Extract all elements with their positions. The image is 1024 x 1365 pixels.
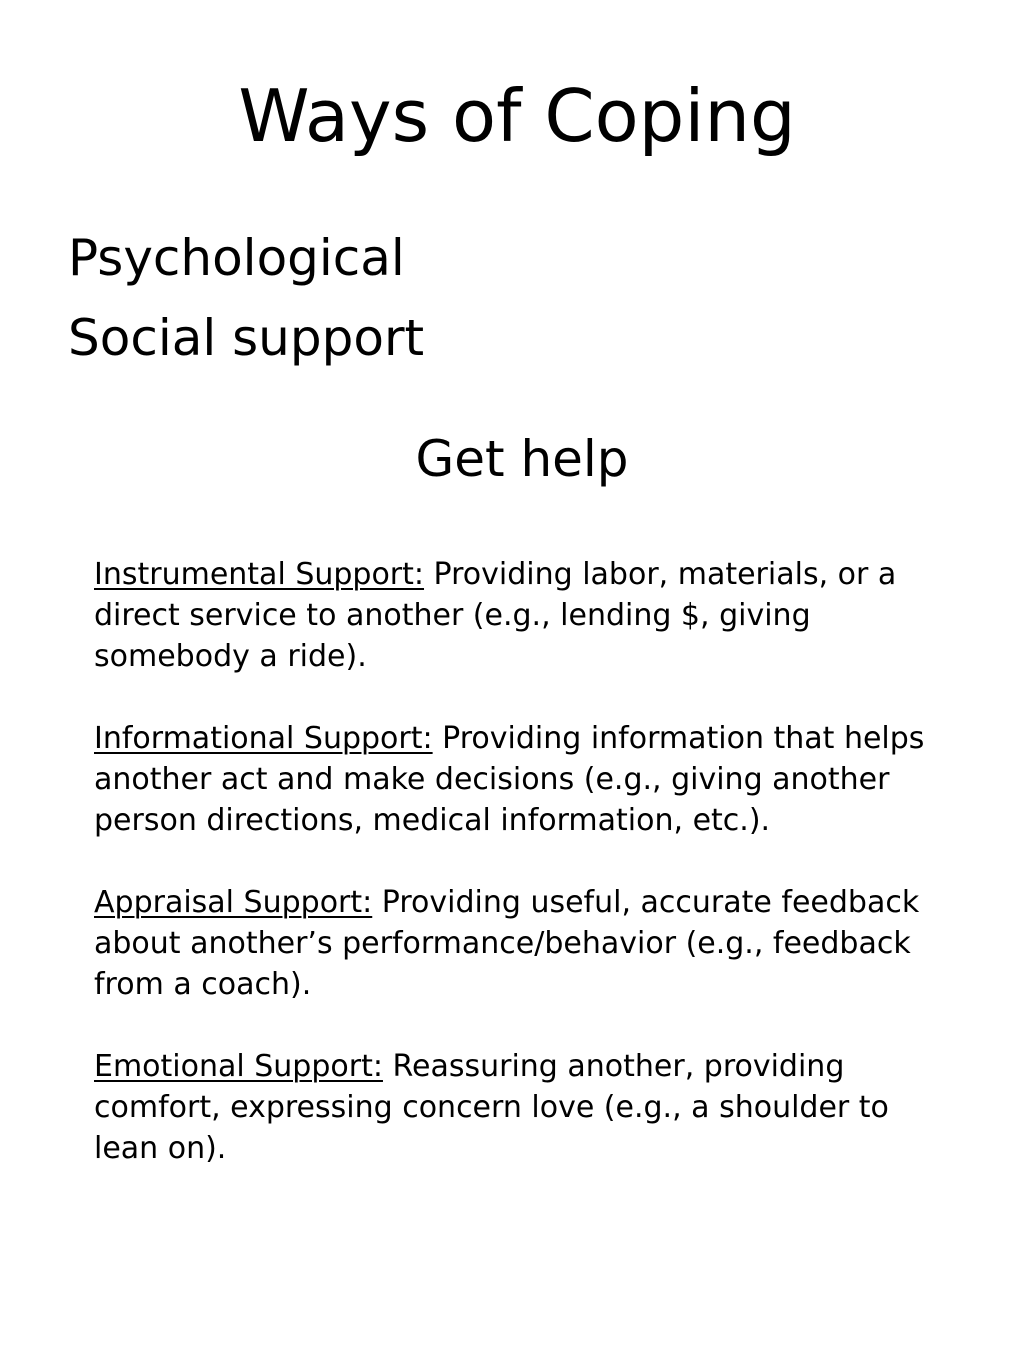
definition-term: Informational Support: xyxy=(94,721,433,756)
definition-text: Providing labor, materials, or a direct service to another (e.g., lending $, giving somebody a ride). xyxy=(94,557,897,674)
topic-list xyxy=(68,218,424,378)
definition-informational xyxy=(94,718,954,841)
definition-appraisal xyxy=(94,882,954,1005)
definition-text: Providing useful, accurate feedback about another’s performance/behavior (e.g., feedback from a coach). xyxy=(94,885,920,1002)
definition-term: Emotional Support: xyxy=(94,1049,383,1084)
definition-instrumental xyxy=(94,554,954,677)
definition-term: Instrumental Support: xyxy=(94,557,425,592)
definition-list xyxy=(94,554,954,1210)
section-heading: Get help xyxy=(415,430,629,488)
topic-social-support: Social support xyxy=(68,309,425,367)
definition-text: Reassuring another, providing comfort, expressing concern love (e.g., a shoulder to lean on). xyxy=(94,1049,889,1166)
definition-emotional xyxy=(94,1046,954,1169)
definition-text: Providing information that helps another act and make decisions (e.g., giving another person directions, medical information, etc.). xyxy=(94,721,925,838)
definition-term: Appraisal Support: xyxy=(94,885,373,920)
topic-psychological: Psychological xyxy=(68,229,405,287)
page-title: Ways of Coping xyxy=(238,74,796,158)
